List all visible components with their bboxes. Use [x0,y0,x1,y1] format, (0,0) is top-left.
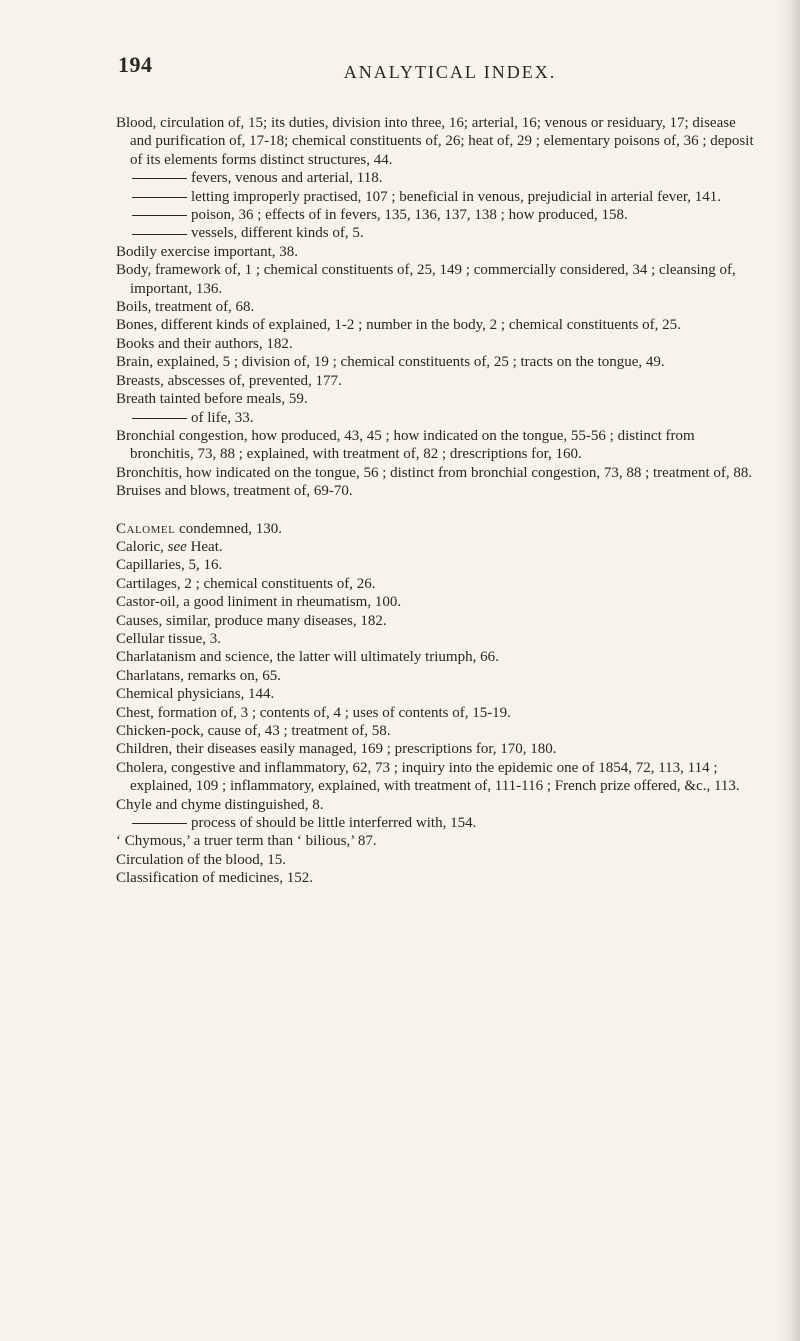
index-subentry: of life, 33. [116,409,759,427]
ditto-dash [132,823,187,824]
running-head: ANALYTICAL INDEX. [343,62,557,82]
index-entry: Caloric, see Heat. [116,538,223,555]
index-subentry: vessels, different kinds of, 5. [116,224,759,242]
index-entry: Chest, formation of, 3 ; contents of, 4 ; uses of contents of, 15-19. [116,704,511,721]
index-entry: Bones, different kinds of explained, 1-2 ; number in the body, 2 ; chemical constituents of, 25. [116,317,681,334]
ditto-dash [132,234,187,235]
index-entry: Chicken-pock, cause of, 43 ; treatment of, 58. [116,723,391,739]
page-header [0,52,800,88]
index-entry: Body, framework of, 1 ; chemical constituents of, 25, 149 ; commercially considered, 34 ; cleansing of, important, 136. [116,262,736,297]
index-entry: ‘ Chymous,’ a truer term than ‘ bilious,’ 87. [116,833,377,850]
index-subentry: poison, 36 ; effects of in fevers, 135, 136, 137, 138 ; how produced, 158. [116,206,759,224]
index-entry: Chyle and chyme distinguished, 8. [116,796,324,813]
index-subentry: process of should be little interferred with, 154. [116,814,759,832]
index-entry: Bodily exercise important, 38. [116,243,299,260]
index-entry: Chemical physicians, 144. [116,686,275,703]
index-entry: Cellular tissue, 3. [116,630,221,647]
index-entry: Boils, treatment of, 68. [116,299,255,316]
page-number: 194 [118,52,153,77]
index-entry: Castor-oil, a good liniment in rheumatism, 100. [116,594,402,611]
index-entry: Children, their diseases easily managed, 169 ; prescriptions for, 170, 180. [116,741,557,758]
index-entry: Cholera, congestive and inflammatory, 62, 73 ; inquiry into the epidemic one of 1854, 72, 113, 114 ; explained, 109 ; inflammatory, explained, with treatment of, 111-116 ; French prize offered, &c., 113. [116,759,740,795]
index-entry: Capillaries, 5, 16. [116,557,223,574]
index-entry: Blood, circulation of, 15; its duties, division into three, 16; arterial, 16; venous or residuary, 17; disease and purification of, 17-18; chemical constituents of, 26; heat of, 29 ; elementary poisons of, 36 ; deposit of its elements forms distinct structures, 44. [116,115,754,168]
index-entry: Bronchial congestion, how produced, 43, 45 ; how indicated on the tongue, 55-56 ; distinct from bronchitis, 73, 88 ; explained, with treatment of, 82 ; drescriptions for, 160. [116,427,695,463]
index-entry: Breasts, abscesses of, prevented, 177. [116,372,342,389]
page-edge-shadow [778,0,800,1341]
index-entry: Bronchitis, how indicated on the tongue, 56 ; distinct from bronchial congestion, 73, 88 ; treatment of, 88. [116,464,753,481]
index-entry: Books and their authors, 182. [116,335,293,352]
index-entry: Calomel condemned, 130. [116,520,282,537]
index-subentry: fevers, venous and arterial, 118. [116,169,759,187]
index-entry: Charlatans, remarks on, 65. [116,667,281,684]
index-entry: Breath tainted before meals, 59. [116,391,308,408]
index-entry: Cartilages, 2 ; chemical constituents of, 26. [116,575,376,592]
section-gap [116,501,759,520]
ditto-dash [132,215,187,216]
index-entry: Charlatanism and science, the latter will ultimately triumph, 66. [116,649,499,666]
index-entries [116,114,759,888]
index-entry: Circulation of the blood, 15. [116,851,286,868]
ditto-dash [132,418,187,419]
index-entry: Bruises and blows, treatment of, 69-70. [116,483,353,500]
index-entry: Causes, similar, produce many diseases, 182. [116,612,387,629]
index-entry: Classification of medicines, 152. [116,870,314,887]
ditto-dash [132,178,187,179]
ditto-dash [132,197,187,198]
index-subentry: letting improperly practised, 107 ; beneficial in venous, prejudicial in arterial fever, 141. [116,188,759,206]
index-entry: Brain, explained, 5 ; division of, 19 ; chemical constituents of, 25 ; tracts on the tongue, 49. [116,354,665,371]
